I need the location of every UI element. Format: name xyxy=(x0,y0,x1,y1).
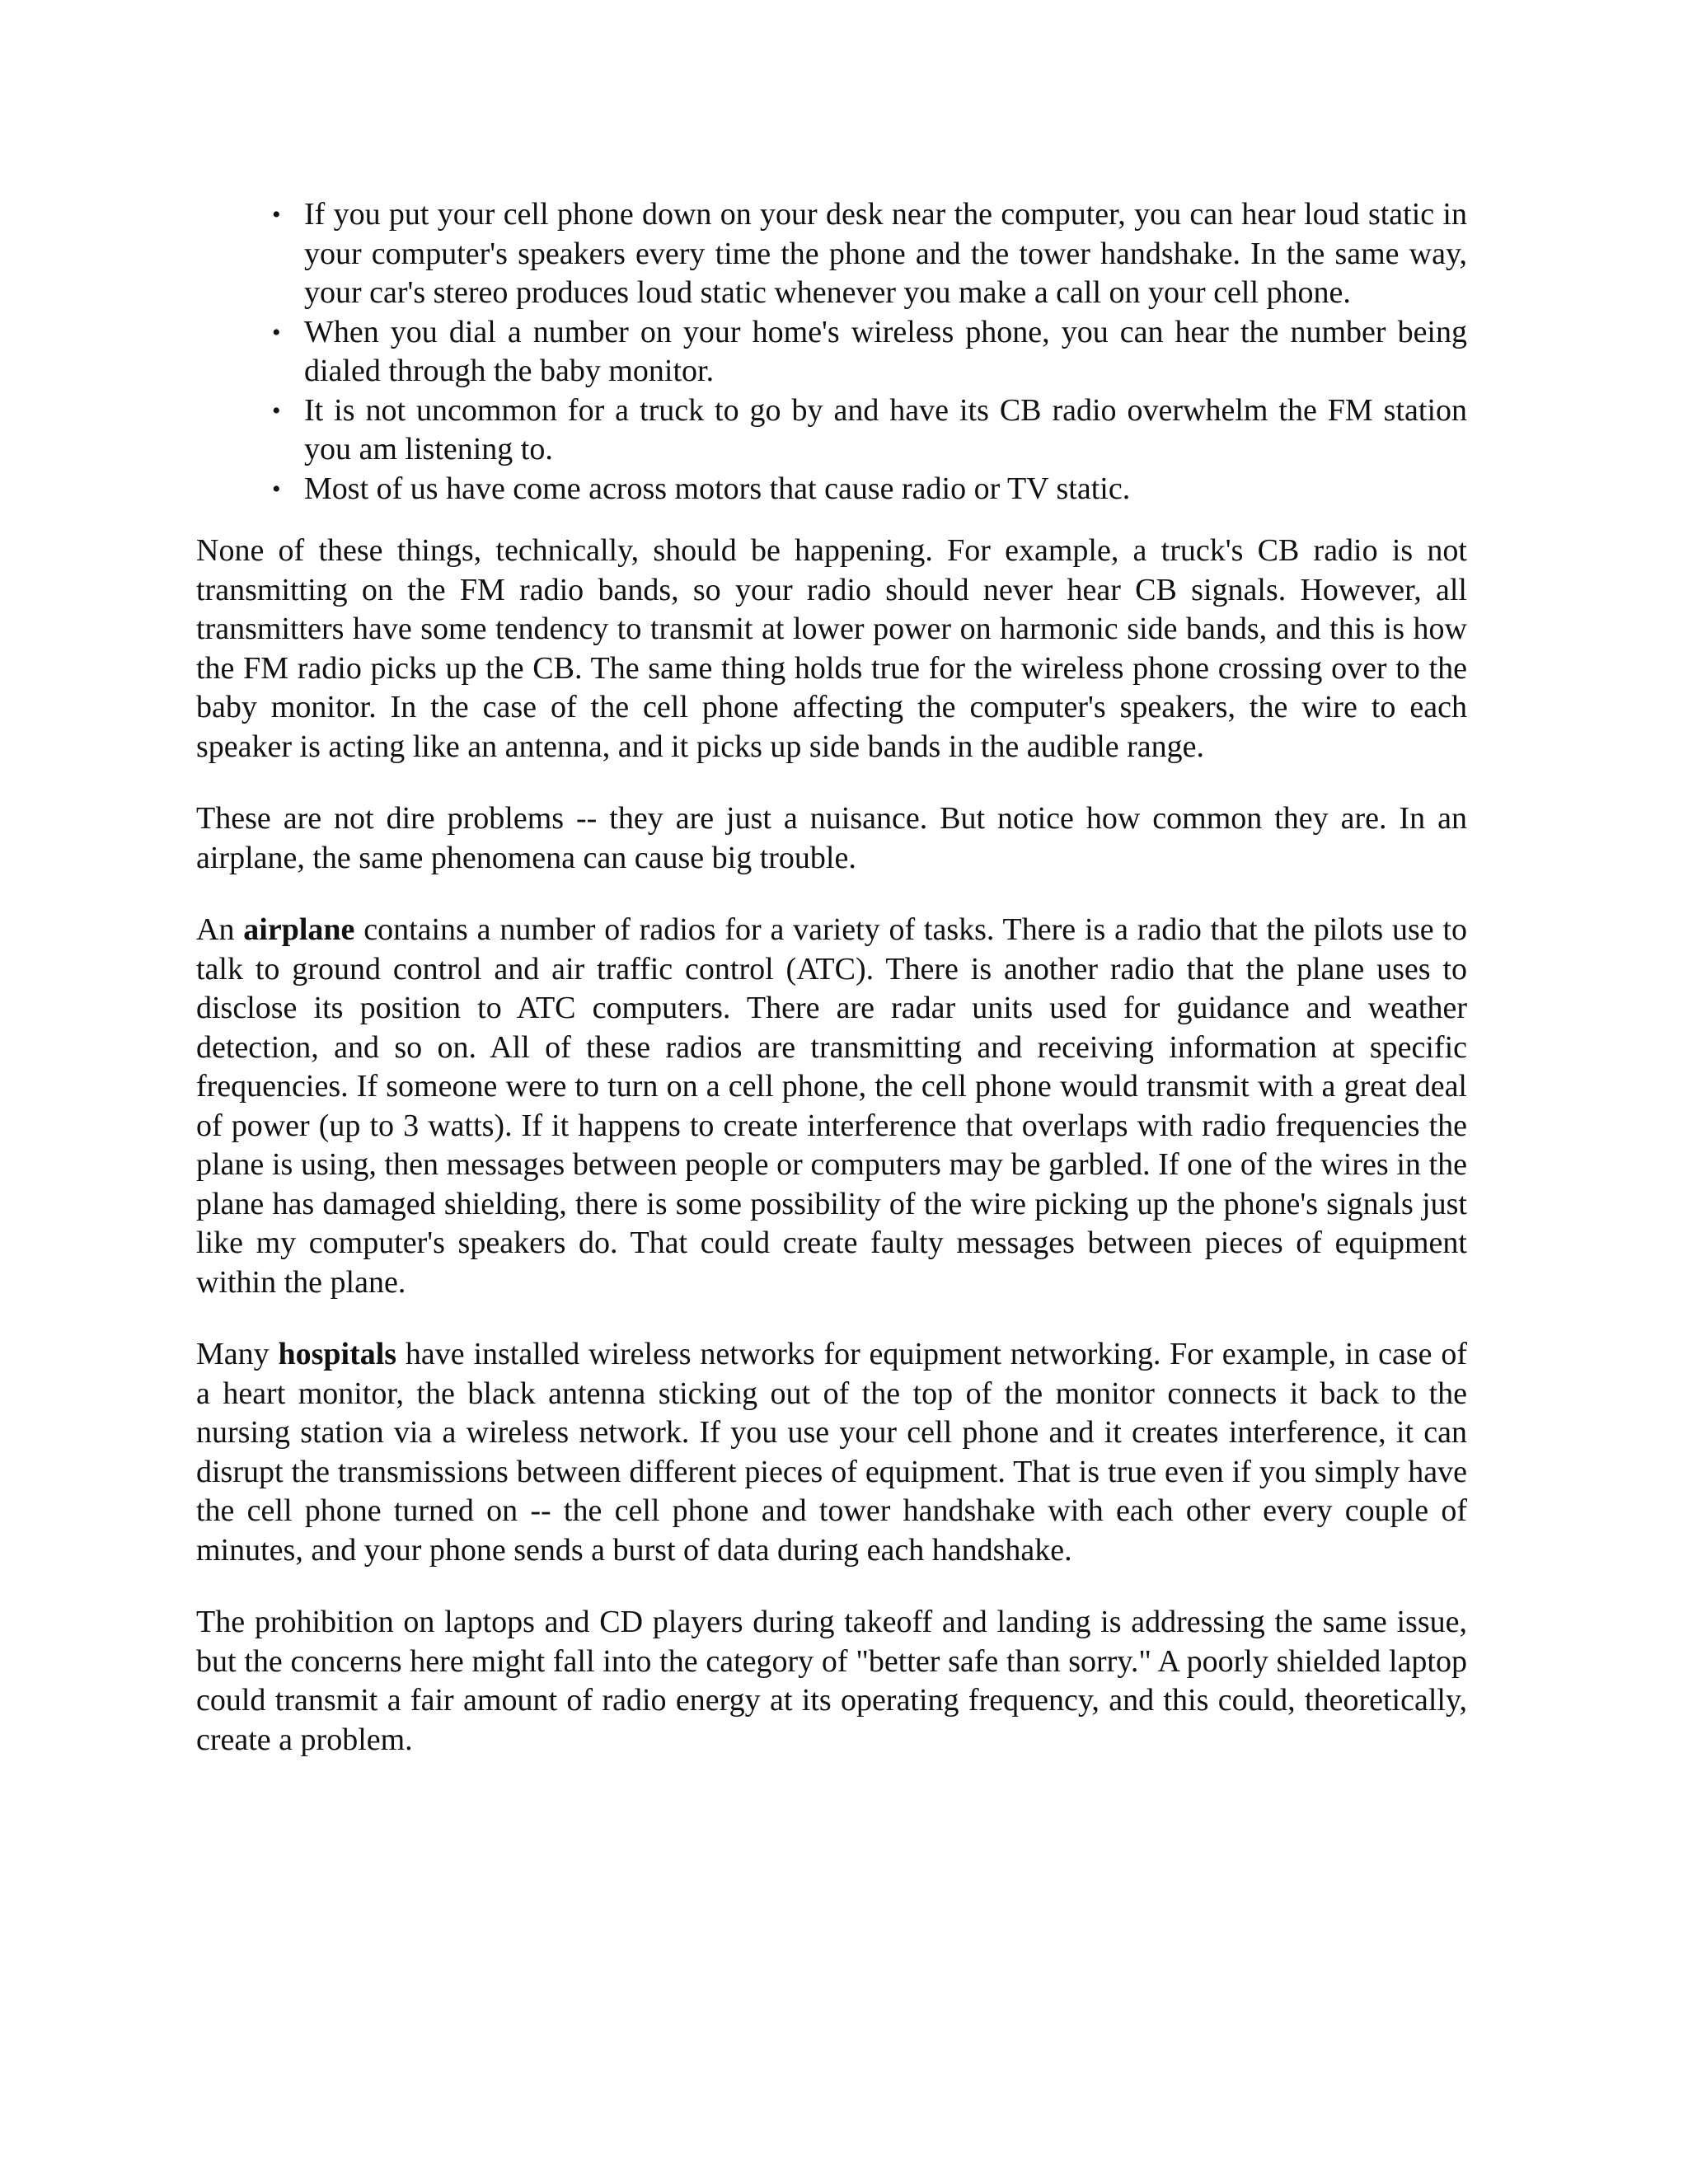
list-item-text: If you put your cell phone down on your desk near the computer, you can hear loud static in your computer's speakers every time the phone and the tower handshake. In the same way, your car's stereo produces loud static whenever you make a call on your cell phone. xyxy=(304,197,1467,310)
bullet-icon: • xyxy=(272,475,281,503)
bold-term-airplane: airplane xyxy=(243,912,355,947)
list-item-text: It is not uncommon for a truck to go by and have its CB radio overwhelm the FM station you am listening to. xyxy=(304,392,1467,466)
paragraph-hospitals xyxy=(196,1335,1467,1570)
paragraph-nuisance: These are not dire problems -- they are just a nuisance. But notice how common they are. In an airplane, the same phenomena can cause big trouble. xyxy=(196,801,1467,875)
list-item xyxy=(196,391,1467,470)
list-item-text: When you dial a number on your home's wireless phone, you can hear the number being dialed through the baby monitor. xyxy=(304,314,1467,388)
list-item xyxy=(196,470,1467,509)
bullet-icon: • xyxy=(272,318,281,346)
bold-term-hospitals: hospitals xyxy=(278,1337,397,1371)
bullet-list xyxy=(196,195,1467,509)
bullet-icon: • xyxy=(272,396,281,424)
list-item xyxy=(196,313,1467,391)
paragraph-airplane xyxy=(196,911,1467,1302)
list-item xyxy=(196,195,1467,313)
list-item-text: Most of us have come across motors that cause radio or TV static. xyxy=(304,471,1131,506)
paragraph-text: Many xyxy=(196,1337,279,1371)
paragraph-text: An xyxy=(196,912,244,947)
paragraph-text: have installed wireless networks for equipment networking. For example, in case of a heart monitor, the black antenna sticking out of the top of the monitor connects it back to the nursing station via a wireless network. If you use your cell phone and it creates interference, it can disrupt the transmissions between different pieces of equipment. That is true even if you simply have the cell phone turned on -- the cell phone and tower handshake with each other every couple of minutes, and your phone sends a burst of data during each handshake. xyxy=(196,1337,1467,1568)
paragraph-interference-explanation: None of these things, technically, should be happening. For example, a truck's CB radio is not transmitting on the FM radio bands, so your radio should never hear CB signals. However, all transmitters have some tendency to transmit at lower power on harmonic side bands, and this is how the FM radio picks up the CB. The same thing holds true for the wireless phone crossing over to the baby monitor. In the case of the cell phone affecting the computer's speakers, the wire to each speaker is acting like an antenna, and it picks up side bands in the audible range. xyxy=(196,533,1467,764)
document-body xyxy=(196,195,1467,1793)
paragraph-laptops: The prohibition on laptops and CD players during takeoff and landing is addressing the same issue, but the concerns here might fall into the category of "better safe than sorry." A poorly shielded laptop could transmit a fair amount of radio energy at its operating frequency, and this could, theoretically, create a problem. xyxy=(196,1605,1467,1757)
paragraph-text: contains a number of radios for a variety of tasks. There is a radio that the pilots use to talk to ground control and air traffic control (ATC). There is another radio that the plane uses to disclose its position to ATC computers. There are radar units used for guidance and weather detection, and so on. All of these radios are transmitting and receiving information at specific frequencies. If someone were to turn on a cell phone, the cell phone would transmit with a great deal of power (up to 3 watts). If it happens to create interference that overlaps with radio frequencies the plane is using, then messages between people or computers may be garbled. If one of the wires in the plane has damaged shielding, there is some possibility of the wire picking up the phone's signals just like my computer's speakers do. That could create faulty messages between pieces of equipment within the plane. xyxy=(196,912,1467,1300)
bullet-icon: • xyxy=(272,201,281,228)
